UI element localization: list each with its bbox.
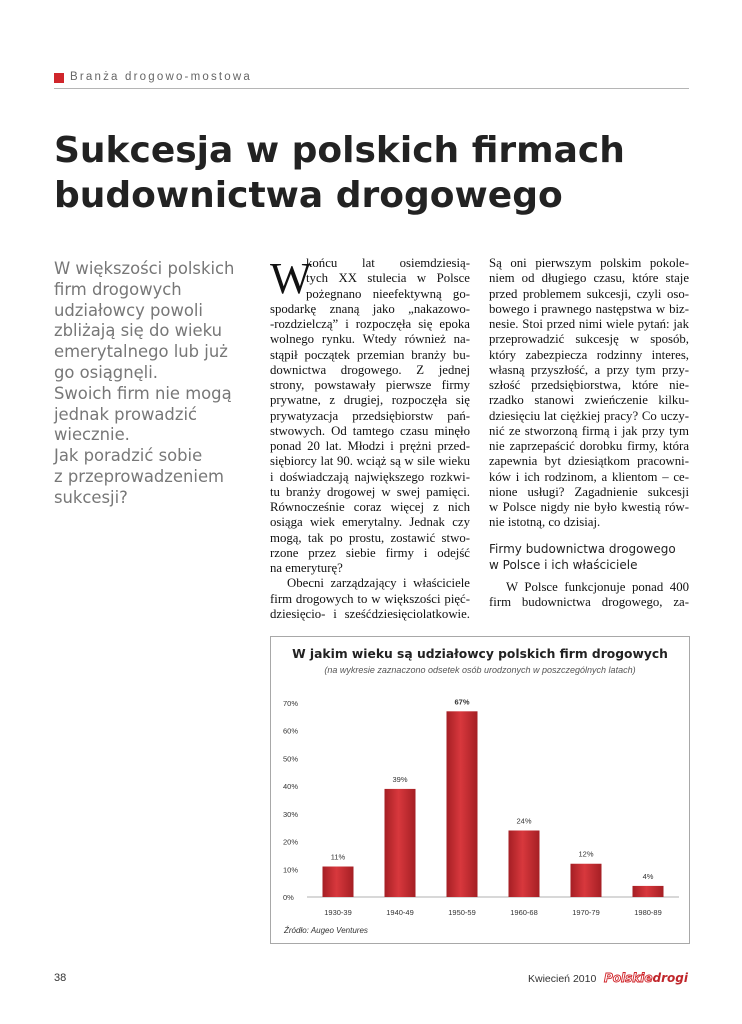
- section-header: [54, 72, 689, 89]
- body-line: który zabezpiecza rodzinny interes,: [489, 347, 689, 362]
- y-tick-label: 50%: [283, 754, 299, 764]
- body-line: nione usługi? Zagadnienie sukcesji: [489, 484, 689, 499]
- lead-line: z przeprowadzeniem: [54, 466, 224, 486]
- body-line: przed problemem sukcesji, czyli oso-: [489, 286, 689, 301]
- body-line: Są oni pierwszym polskim pokole-: [489, 256, 689, 270]
- body-line: dziesięcio- i sześćdziesięciolatkowie.: [270, 606, 470, 621]
- y-tick-label: 60%: [283, 726, 299, 736]
- article-subheading: [489, 541, 689, 573]
- body-line: bowego i prawnego następstwa w biz-: [489, 301, 689, 316]
- bar-1970-79: [571, 864, 602, 897]
- body-line: tych XX stulecia w Polsce: [306, 271, 470, 286]
- lead-line: wiecznie.: [54, 425, 130, 445]
- y-tick-label: 10%: [283, 865, 299, 875]
- x-tick-label: 1980-89: [634, 908, 662, 917]
- body-line: spodarkę znaną jako „nakazowo-: [270, 301, 470, 316]
- article-title: [54, 128, 694, 218]
- lead-line: emerytalnego lub już: [54, 342, 228, 362]
- body-line: rzadko stanowi zwieńczenie kilku-: [489, 393, 689, 408]
- article-column-2-continued: [489, 580, 689, 611]
- chart-panel: [270, 636, 690, 944]
- x-tick-label: 1960-68: [510, 908, 538, 917]
- drop-cap: W: [270, 254, 312, 303]
- y-tick-label: 70%: [283, 699, 299, 708]
- body-line: W Polsce funkcjonuje ponad 400: [506, 580, 689, 594]
- y-tick-label: 20%: [283, 837, 299, 847]
- chart-source: Źródło: Augeo Ventures: [284, 926, 368, 935]
- logo-part-2: drogi: [652, 971, 688, 985]
- body-line: nie istotną, co dzisiaj.: [489, 515, 601, 530]
- issue-date: Kwiecień 2010: [528, 973, 597, 985]
- body-line: nie zaprzepaścić dorobku firmy, która: [489, 439, 689, 453]
- body-line: firm drogowych to w większości pięć-: [270, 591, 470, 606]
- body-line: wolnego rynku. Wtedy również na-: [270, 332, 470, 347]
- section-label: Branża drogowo-mostowa: [70, 71, 252, 83]
- logo-part-1: Polskie: [604, 971, 653, 985]
- body-line: w Polsce nigdy nie było kwestią rów-: [489, 500, 689, 514]
- body-line: zapewnia byt dziesiątkom pracowni-: [489, 454, 689, 469]
- bar-1940-49: [385, 789, 416, 897]
- lead-line: jednak prowadzić: [54, 404, 198, 424]
- y-tick-label: 0%: [283, 893, 294, 902]
- bar-value-label: 39%: [392, 774, 408, 784]
- title-line: Sukcesja w polskich firmach: [54, 130, 625, 171]
- article-lead: [54, 259, 242, 509]
- body-line: stwowych. Od tamtego czasu minęło: [270, 423, 470, 438]
- y-tick-label: 40%: [283, 782, 299, 792]
- body-line: stąpił początek przemian branży bu-: [270, 347, 470, 362]
- body-line: siębiorcy lat 90. wciąż są w sile wieku: [270, 454, 470, 469]
- body-line: niem od długiego czasu, które staje: [489, 271, 689, 286]
- lead-line: W większości polskich: [54, 259, 235, 278]
- body-line: downictwa drogowego. Z jednej: [270, 362, 470, 377]
- body-line: prywatyzacja przedsiębiorstw pań-: [270, 408, 470, 423]
- bar-value-label: 11%: [330, 852, 346, 862]
- body-line: strony, powstawały pierwsze firmy: [270, 378, 470, 392]
- lead-line: udziałowcy powoli: [54, 300, 203, 320]
- body-line: dziesięciu lat ciężkiej pracy? Co uczy-: [489, 408, 689, 423]
- x-tick-label: 1970-79: [572, 908, 600, 917]
- bar-1960-68: [509, 830, 540, 897]
- x-tick-label: 1930-39: [324, 908, 352, 917]
- bar-1930-39: [323, 867, 354, 897]
- article-column-2: [489, 256, 689, 531]
- chart-subtitle: (na wykresie zaznaczono odsetek osób urodzonych w poszczególnych latach): [324, 665, 636, 675]
- magazine-logo: [604, 971, 688, 985]
- lead-line: sukcesji?: [54, 487, 128, 507]
- body-line: własną przyszłość, a przy tym przy-: [489, 362, 689, 377]
- lead-line: firm drogowych: [54, 279, 182, 299]
- subheading-line: w Polsce i ich właściciele: [489, 558, 638, 572]
- body-line: ponad 20 lat. Młodzi i prężni przed-: [270, 439, 470, 453]
- section-marker-icon: [54, 73, 64, 83]
- bar-1950-59: [447, 711, 478, 897]
- lead-line: Jak poradzić sobie: [54, 446, 203, 466]
- bar-value-label: 67%: [454, 697, 470, 707]
- x-tick-label: 1940-49: [386, 908, 414, 917]
- lead-line: Swoich firm nie mogą: [54, 383, 232, 403]
- article-column-1: [270, 256, 470, 622]
- body-line: na emeryturę?: [270, 561, 343, 575]
- body-line: ków i ich rodzinom, a klientom – ce-: [489, 469, 689, 484]
- body-line: mogą, tak po prostu, zostawić stwo-: [270, 530, 470, 545]
- body-line: Obecni zarządzający i właściciele: [287, 576, 470, 591]
- bar-chart: [271, 637, 689, 943]
- body-line: przeprowadzić sukcesję w sposób,: [489, 332, 689, 347]
- lead-line: zbliżają się do wieku: [54, 321, 223, 341]
- title-line: budownictwa drogowego: [54, 175, 563, 216]
- body-line: nesie. Stoi przed nimi wiele pytań: jak: [489, 317, 689, 331]
- body-line: rzone przez siebie firmy i odejść: [270, 545, 470, 560]
- body-line: firm budownictwa drogowego, za-: [489, 595, 689, 610]
- bar-value-label: 24%: [516, 816, 532, 826]
- y-tick-label: 30%: [283, 809, 299, 819]
- x-tick-label: 1950-59: [448, 908, 476, 917]
- bar-value-label: 4%: [642, 871, 654, 881]
- bar-1980-89: [633, 886, 664, 897]
- body-line: nić ze stworzoną firmą i jak przy tym: [489, 423, 689, 438]
- bar-value-label: 12%: [578, 849, 594, 859]
- body-line: prywatne, z drugiej, rozpoczęła się: [270, 393, 470, 408]
- lead-line: go osiągnęli.: [54, 362, 159, 382]
- body-line: pożegnano nieefektywną go-: [306, 286, 470, 301]
- body-line: szłość przedsiębiorstwa, które nie-: [489, 378, 689, 392]
- page-number: 38: [54, 972, 67, 984]
- body-line: końcu lat osiemdziesią-: [306, 256, 470, 270]
- body-line: i doświadczają największego rozkwi-: [270, 469, 470, 484]
- body-line: Równocześnie coraz więcej z nich: [270, 500, 470, 514]
- chart-title: W jakim wieku są udziałowcy polskich firm drogowych: [292, 647, 668, 661]
- subheading-line: Firmy budownictwa drogowego: [489, 542, 676, 556]
- body-line: -rozdzielczą” i rozpoczęła się epoka: [270, 317, 470, 331]
- body-line: tu branży drogowej w swej pamięci.: [270, 484, 470, 499]
- body-line: osiąga wiek emerytalny. Jednak czy: [270, 515, 470, 530]
